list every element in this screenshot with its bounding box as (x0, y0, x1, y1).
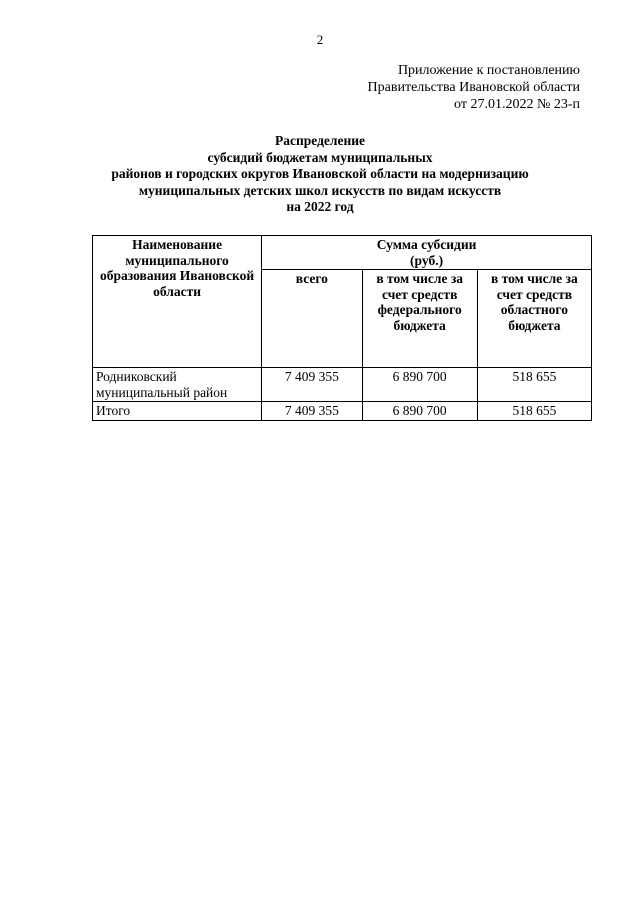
title-line-4: муниципальных детских школ искусств по видам искусств (138, 182, 502, 198)
header-municipality: Наименование муниципального образования Ивановской области (93, 236, 262, 368)
total-sum: 7 409 355 (262, 402, 362, 421)
total-regional: 518 655 (477, 402, 591, 421)
row-municipality: Родниковский муниципальный район (93, 368, 262, 402)
header-subsidy-amount (262, 236, 592, 270)
total-federal: 6 890 700 (362, 402, 477, 421)
row-regional: 518 655 (477, 368, 591, 402)
title-line-2: субсидий бюджетам муниципальных (207, 149, 433, 165)
row-total: 7 409 355 (262, 368, 362, 402)
table-row-total (93, 402, 592, 421)
header-federal-budget: в том числе за счет средств федерального бюджета (362, 270, 477, 368)
title-line-3: районов и городских округов Ивановской области на модернизацию (111, 166, 529, 181)
appendix-reference (368, 62, 580, 113)
header-regional-budget: в том числе за счет средств областного бюджета (477, 270, 591, 368)
document-title (0, 133, 640, 216)
header-total: всего (262, 270, 362, 368)
appendix-line-1: Приложение к постановлению (397, 63, 580, 78)
subsidy-table (92, 235, 592, 421)
header-subsidy-amount-unit: (руб.) (410, 252, 444, 268)
title-line-1: Распределение (274, 133, 366, 148)
total-label: Итого (93, 402, 262, 421)
row-federal: 6 890 700 (362, 368, 477, 402)
header-subsidy-amount-title: Сумма субсидии (376, 237, 477, 252)
table-row (93, 368, 592, 402)
table-header-row (93, 236, 592, 270)
page-number: 2 (316, 32, 324, 47)
appendix-line-3: от 27.01.2022 № 23-п (454, 97, 580, 112)
appendix-line-2: Правительства Ивановской области (367, 80, 580, 95)
title-line-5: на 2022 год (286, 199, 354, 214)
